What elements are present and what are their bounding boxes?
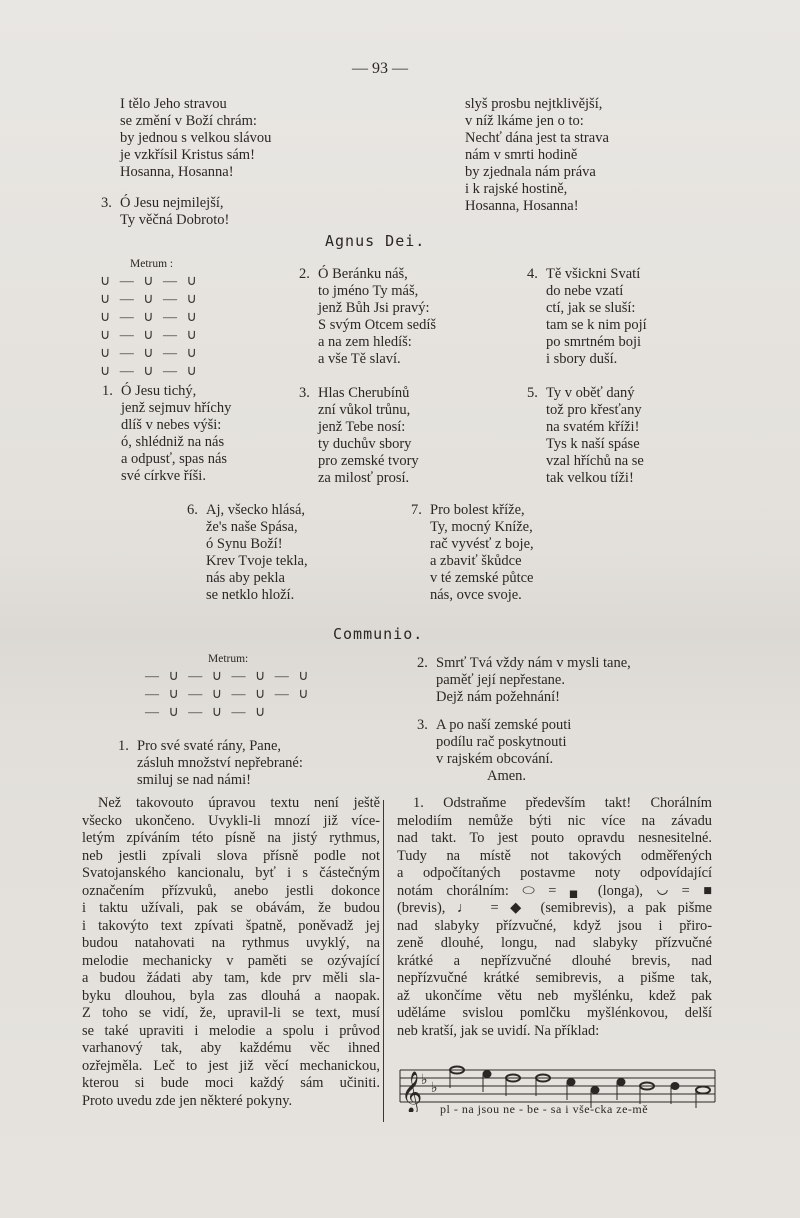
verse-line: dlíš v nebes výši: [121,417,222,433]
verse-line: do nebe vzatí [546,283,624,299]
paragraph-line: i taktu užívali, pak se obávám, že budou [82,900,380,916]
communio-verse-2 [417,655,631,706]
paragraph-line: budou natahovati na rythmus uvyklý, na [82,935,380,951]
treble-clef-icon: 𝄞 [401,1072,423,1112]
paragraph-line: nepřízvučné krátké semibrevis, a pišme tak, [397,970,712,986]
verse-line: a na zem hledíš: [318,334,412,350]
verse-line: a odpusť, spas nás [121,451,228,467]
verse-line: Ó Jesu tichý, [121,383,197,399]
verse-line: Aj, všecko hlásá, [206,502,306,518]
paragraph-line: Z toho se vidí, že, upravil-li se text, musí [82,1005,380,1021]
verse-line: Hosanna, Hosanna! [465,198,579,214]
verse-line: v té zemské půtce [430,570,534,586]
paragraph-line: označením přízvuků, anebo jestli dokonce [82,882,380,899]
metrum-row: ∪ — ∪ — ∪ [100,328,200,343]
verse-line: jenž Tebe nosí: [318,419,406,435]
verse-line: a zbaviť škůdce [430,553,522,569]
paragraph-line: nad slabyky přízvučné, když jsou i přiro- [397,917,712,934]
paragraph-line: i takovýto text zpívati špatně, poněvadž jej [82,917,380,934]
verse-line: ó Synu Boží! [206,536,283,552]
communio-verse-1 [118,738,303,789]
paragraph-line: ozřejměla. Leč to jest již věcí mechanickou, [82,1057,380,1074]
paragraph-line: se také upraviti i melodie a spolu i průvod [82,1022,380,1039]
communio-heading: Communio. [333,625,424,643]
metrum-row: ∪ — ∪ — ∪ [100,346,200,361]
paragraph-line: Proto uvedu zde jen některé pokyny. [82,1092,293,1109]
verse-line: na svatém kříži! [546,419,640,435]
stanza-3 [101,195,230,229]
agnus-verse-2 [299,266,437,368]
verse-line: je vzkřísil Kristus sám! [120,147,255,163]
verse-line: A po naší zemské pouti [436,717,572,733]
verse-line: Nechť dána jest ta strava [465,130,609,146]
verse-line: své církve říši. [121,468,206,484]
verse-line: za milosť prosí. [318,470,410,486]
verse-line: Hosanna, Hosanna! [120,164,234,180]
verse-line: Tě všickni Svatí [546,266,641,282]
agnus-metrum-label: Metrum : [130,258,174,270]
verse-line: ty duchův sbory [318,436,412,452]
verse-line: i k rajské hostině, [465,181,568,197]
metrum-row: ∪ — ∪ — ∪ [100,310,200,325]
paragraph-line: všecko ukončeno. Uvykli-li mnozí již více- [82,812,380,829]
verse-line: I tělo Jeho stravou [120,96,227,112]
verse-line: tož pro křesťany [546,402,642,418]
verse-line: Dejž nám požehnání! [436,689,561,705]
music-note [483,1071,491,1078]
verse-line: by zjednala nám práva [465,164,596,180]
verse-line: Ty věčná Dobroto! [120,212,230,228]
paragraph-line: melodiím nemůže býti nic více na závadu [397,812,712,829]
paragraph-line: varhanový tak, aby každému věc ihned [82,1040,380,1056]
paragraph-line: a odpočítaných postavme noty odpovídající [397,865,712,881]
verse-line: Ó Jesu nejmilejší, [120,195,224,211]
verse-line: rač vyvésť z boje, [430,536,534,552]
verse-line: Krev Tvoje tekla, [206,553,308,569]
column-divider [383,800,384,1122]
stanza-continuation [120,96,271,181]
paragraph-line: krátké a nepřízvučné dlouhé brevis, nad [397,952,712,969]
left-paragraph [82,795,380,1110]
paragraph-line: uděláme svislou pomlčku myšlénkovou, delší [397,1005,712,1021]
right-paragraph [397,795,712,1040]
music-note [567,1079,575,1086]
agnus-verse-5 [527,385,644,487]
verse-line: Ty, mocný Kníže, [430,519,533,535]
metrum-row: ∪ — ∪ — ∪ [100,292,200,307]
music-note [671,1083,679,1090]
paragraph-line: Svatojanského kancionalu, byť i s částečným [82,865,380,881]
verse-line: Pro své svaté rány, Pane, [137,738,282,754]
communio-metrum-label: Metrum: [208,653,249,665]
agnus-dei-heading: Agnus Dei. [325,232,426,250]
paragraph-line: Tudy na místě not takových odměřených [397,847,712,864]
verse-line: po smrtném boji [546,334,642,350]
agnus-verse-3 [299,385,419,487]
verse-line: S svým Otcem sedíš [318,317,437,333]
verse-line: nás, ovce svoje. [430,587,522,603]
paragraph-line: 1. Odstraňme především takt! Chorálním [413,795,712,811]
flat-icon: ♭ [431,1080,438,1096]
verse-line: ctí, jak se sluší: [546,300,636,316]
verse-line: smiluj se nad námi! [137,772,251,788]
verse-line: to jméno Ty máš, [318,283,419,299]
verse-line: by jednou s velkou slávou [120,130,272,146]
verse-line: ó, shlédniž na nás [121,434,225,450]
verse-line: nám v smrti hodině [465,147,578,163]
verse-line: jenž sejmuv hříchy [121,400,232,416]
verse-line: zásluh množství nepřebrané: [137,755,303,771]
paragraph-line: neb jestli zpívali slova přísně podle not [82,847,380,864]
verse-number: 3. [417,717,428,733]
agnus-verse-1 [102,383,232,485]
verse-line: že's naše Spása, [206,519,298,535]
amen: Amen. [487,768,527,784]
metrum-row: — ∪ — ∪ — ∪ — ∪ [145,687,312,702]
metrum-row: — ∪ — ∪ — ∪ [145,705,269,720]
paragraph-line: (brevis), ♩ = ◆ (semibrevis), a pak pišme [397,900,712,916]
verse-line: i sbory duší. [546,351,618,367]
verse-line: jenž Bůh Jsi pravý: [318,300,430,316]
paragraph-line: notám chorálním: ⬭ = ▖ (longa), ◡ = ■ [397,882,712,899]
verse-line: zní vůkol trůnu, [318,402,411,418]
verse-number: 3. [101,195,112,211]
verse-line: Smrť Tvá vždy nám v mysli tane, [436,655,631,671]
music-note [696,1087,710,1094]
verse-number: 1. [102,383,113,399]
verse-line: podílu rač poskytnouti [436,734,567,750]
agnus-verse-4 [527,266,647,368]
paragraph-line: nad takt. To jest pouto opravdu nesnesitelné. [397,830,712,846]
staff-lines [400,1070,715,1102]
paragraph-line: kterou si bude moci každý sám učiniti. [82,1075,380,1091]
music-lyrics: pl - na jsou ne - be - sa i vše-cka ze-mě [440,1102,649,1116]
agnus-metrum [100,273,200,381]
verse-line: vzal hříchů na se [546,453,644,469]
verse-number: 6. [187,502,198,518]
verse-line: v níž lkáme jen o to: [465,113,584,129]
agnus-verse-7 [411,502,534,604]
page-number: — 93 — [352,60,408,77]
verse-number: 2. [299,266,310,282]
paragraph-line: zeně dlouhé, longu, nad slabyky přízvučné [397,935,712,951]
verse-number: 3. [299,385,310,401]
verse-line: se změní v Boží chrám: [120,113,257,129]
music-note [591,1087,599,1094]
verse-line: slyš prosbu nejtklivější, [465,96,603,112]
agnus-verse-6 [187,502,308,604]
verse-number: 7. [411,502,422,518]
paragraph-line: Než takovouto úpravou textu není ještě [98,795,380,811]
paragraph-line: melodie mechanicky v paměti se ozývající [82,952,380,969]
verse-line: tak velkou tíži! [546,470,634,486]
metrum-row: ∪ — ∪ — ∪ [100,364,200,379]
verse-line: Hlas Cherubínů [318,385,410,401]
music-note [617,1079,625,1086]
verse-line: a vše Tě slaví. [318,351,401,367]
verse-line: Ó Beránku náš, [318,266,408,282]
paragraph-line: až ukončíme větu neb myšlénku, kdež pak [397,987,712,1004]
stanza-continuation-right [465,96,609,215]
verse-number: 1. [118,738,129,754]
verse-line: se netklo hloží. [206,587,295,603]
verse-line: paměť její nepřestane. [436,672,565,688]
verse-line: v rajském obcování. [436,751,554,767]
paragraph-line: a budou žádati aby tam, kde prv měli sla- [82,970,380,986]
paragraph-line: byku dlouhou, byla zas dlouhá a naopak. [82,987,380,1004]
verse-number: 2. [417,655,428,671]
verse-line: nás aby pekla [206,570,285,586]
communio-verse-3 [417,717,572,768]
verse-line: Pro bolest kříže, [430,502,525,518]
verse-line: Ty v oběť daný [546,385,635,401]
verse-line: Tys k naší spáse [546,436,640,452]
paragraph-line: letým zpíváním této písně na jistý rythmus, [82,830,380,846]
metrum-row: — ∪ — ∪ — ∪ — ∪ [145,669,312,684]
verse-line: pro zemské tvory [318,453,419,469]
verse-number: 4. [527,266,538,282]
verse-number: 5. [527,385,538,401]
flat-icon: ♭ [421,1072,428,1088]
metrum-row: ∪ — ∪ — ∪ [100,274,200,289]
verse-line: tam se k nim pojí [546,317,647,333]
paragraph-line: neb kratší, jak se uvidí. Na příklad: [397,1022,600,1039]
communio-metrum [145,668,312,722]
